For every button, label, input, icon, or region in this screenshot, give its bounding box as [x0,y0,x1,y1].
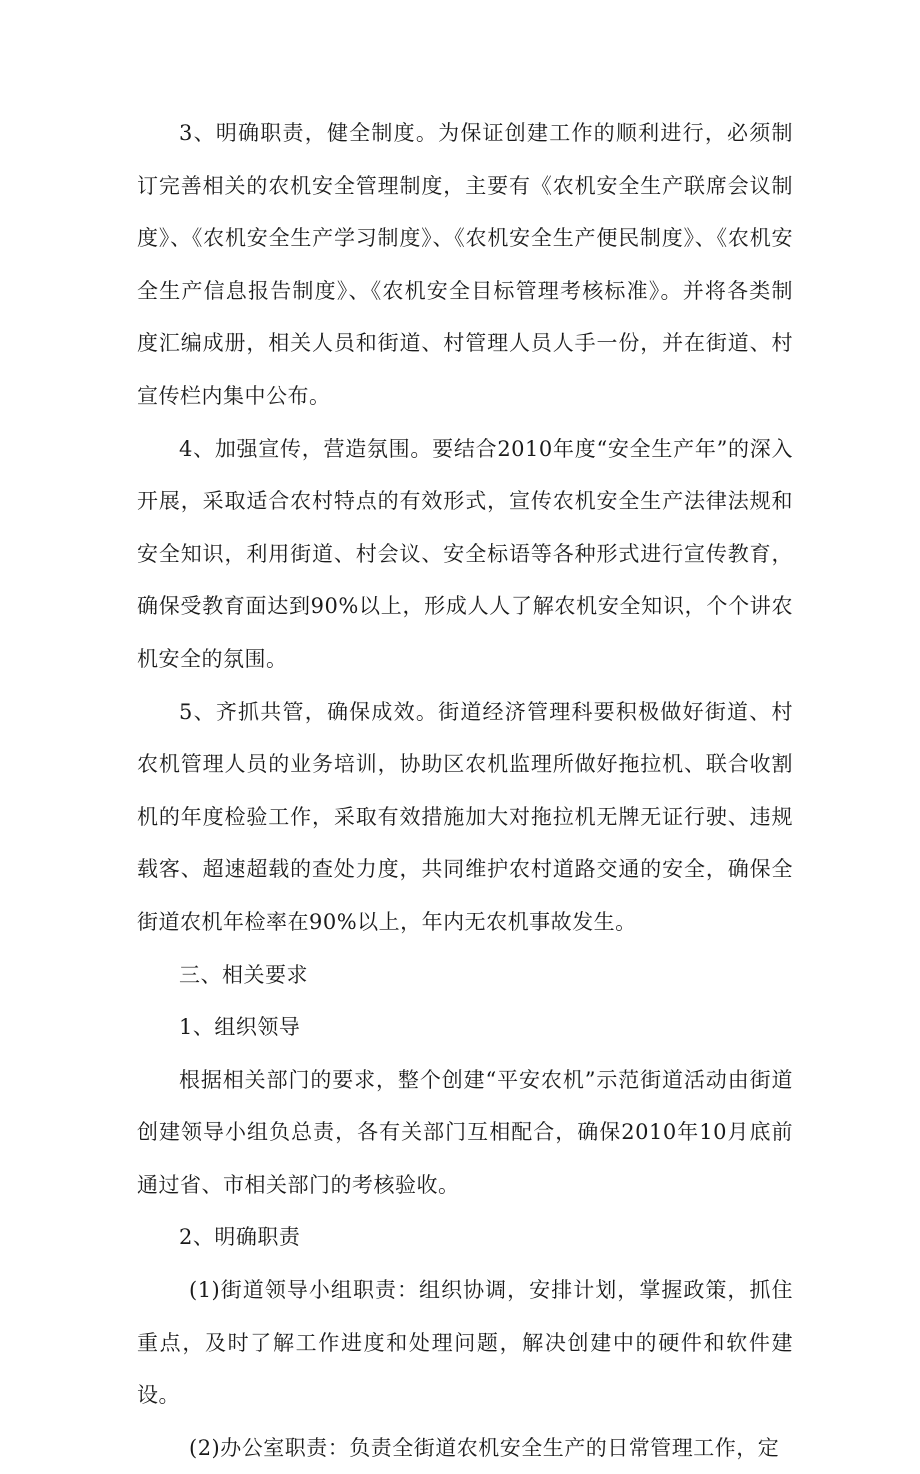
subheading-organization: 1、组织领导 [179,1015,301,1040]
section-heading-requirements: 三、相关要求 [179,962,308,987]
paragraph-office-duties: (2)办公室职责：负责全街道农机安全生产的日常管理工作，定 [189,1435,780,1460]
paragraph-duties-system: 3、明确职责，健全制度。为保证创建工作的顺利进行，必须制订完善相关的农机安全管理制度，主要有《农机安全生产联席会议制度》、《农机安全生产学习制度》、《农机安全生产便民制度》、《农机安全生产信息报告制度》、《农机安全目标管理考核标准》。并将各类制度汇编成册，相关人员和街道、村管理人员人手一份，并在街道、村宣传栏内集中公布。 [137,121,793,408]
paragraph-joint-management: 5、齐抓共管，确保成效。街道经济管理科要积极做好街道、村农机管理人员的业务培训，协助区农机监理所做好拖拉机、联合收割机的年度检验工作，采取有效措施加大对拖拉机无牌无证行驶、违规载客、超速超载的查处力度，共同维护农村道路交通的安全，确保全街道农机年检率在90%以上，年内无农机事故发生。 [137,699,793,934]
paragraph-leadership-duties: (1)街道领导小组职责：组织协调，安排计划，掌握政策，抓住重点，及时了解工作进度和处理问题，解决创建中的硬件和软件建设。 [137,1278,793,1408]
document-page [137,107,793,1474]
paragraph-publicity: 4、加强宣传，营造氛围。要结合2010年度“安全生产年”的深入开展，采取适合农村特点的有效形式，宣传农机安全生产法律法规和安全知识，利用街道、村会议、安全标语等各种形式进行宣传教育，确保受教育面达到90%以上，形成人人了解农机安全知识，个个讲农机安全的氛围。 [137,436,793,671]
subheading-duties: 2、明确职责 [179,1225,301,1250]
paragraph-organization: 根据相关部门的要求，整个创建“平安农机”示范街道活动由街道创建领导小组负总责，各有关部门互相配合，确保2010年10月底前通过省、市相关部门的考核验收。 [137,1067,793,1197]
